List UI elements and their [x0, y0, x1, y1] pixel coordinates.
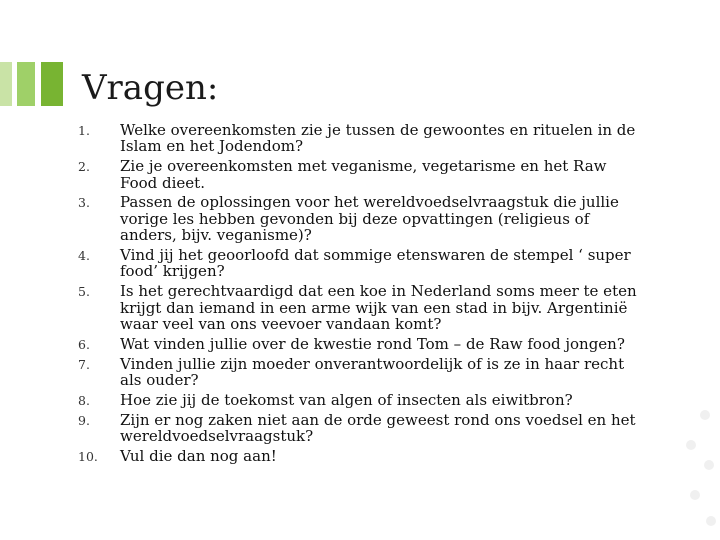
item-text: Zie je overeenkomsten met veganisme, vegetarisme en het Raw Food dieet. [120, 157, 607, 192]
item-number: 1. [78, 123, 90, 138]
list-item [78, 356, 638, 389]
item-text: Passen de oplossingen voor het wereldvoedselvraagstuk die jullie vorige les hebben gevonden bij deze opvattingen (religieus of anders, bijv. veganisme)? [120, 193, 619, 245]
item-number: 10. [78, 448, 98, 464]
decor-dots [680, 400, 720, 540]
list-item [78, 283, 638, 332]
item-text: Zijn er nog zaken niet aan de orde geweest rond ons voedsel en het wereldvoedselvraagstuk? [120, 410, 636, 446]
list-item [78, 158, 638, 191]
list-item [78, 122, 638, 155]
item-text: Wat vinden jullie over de kwestie rond Tom – de Raw food jongen? [120, 334, 625, 353]
item-number: 8. [78, 392, 90, 408]
list-item [78, 194, 638, 243]
item-number: 4. [78, 248, 90, 264]
item-text: Vinden jullie zijn moeder onverantwoordelijk of is ze in haar recht als ouder? [120, 354, 625, 390]
item-text: Hoe zie jij de toekomst van algen of insecten als eiwitbron? [120, 390, 573, 409]
item-text: Is het gerechtvaardigd dat een koe in Nederland soms meer te eten krijgt dan iemand in een arme wijk van een stad in bijv. Argentinië waar veel van ons veevoer vandaan komt? [120, 282, 637, 334]
item-text: Vind jij het geoorloofd dat sommige etenswaren de stempel ‘ super food’ krijgen? [120, 246, 631, 281]
decor-bar-mid [17, 62, 35, 106]
question-list [78, 122, 638, 468]
list-item [78, 448, 638, 464]
list-item [78, 412, 638, 445]
item-number: 3. [78, 195, 90, 211]
item-text: Vul die dan nog aan! [120, 446, 277, 465]
item-text: Welke overeenkomsten zie je tussen de gewoontes en rituelen in de Islam en het Jodendom? [120, 121, 636, 156]
decor-bar-light [0, 62, 12, 106]
item-number: 2. [78, 159, 90, 175]
decor-bar-dark [41, 62, 63, 106]
item-number: 6. [78, 336, 90, 352]
slide-title: Vragen: [82, 68, 219, 108]
item-number: 9. [78, 412, 90, 428]
list-item [78, 247, 638, 280]
item-number: 5. [78, 284, 90, 300]
list-item [78, 392, 638, 408]
item-number: 7. [78, 356, 90, 372]
list-item [78, 336, 638, 352]
